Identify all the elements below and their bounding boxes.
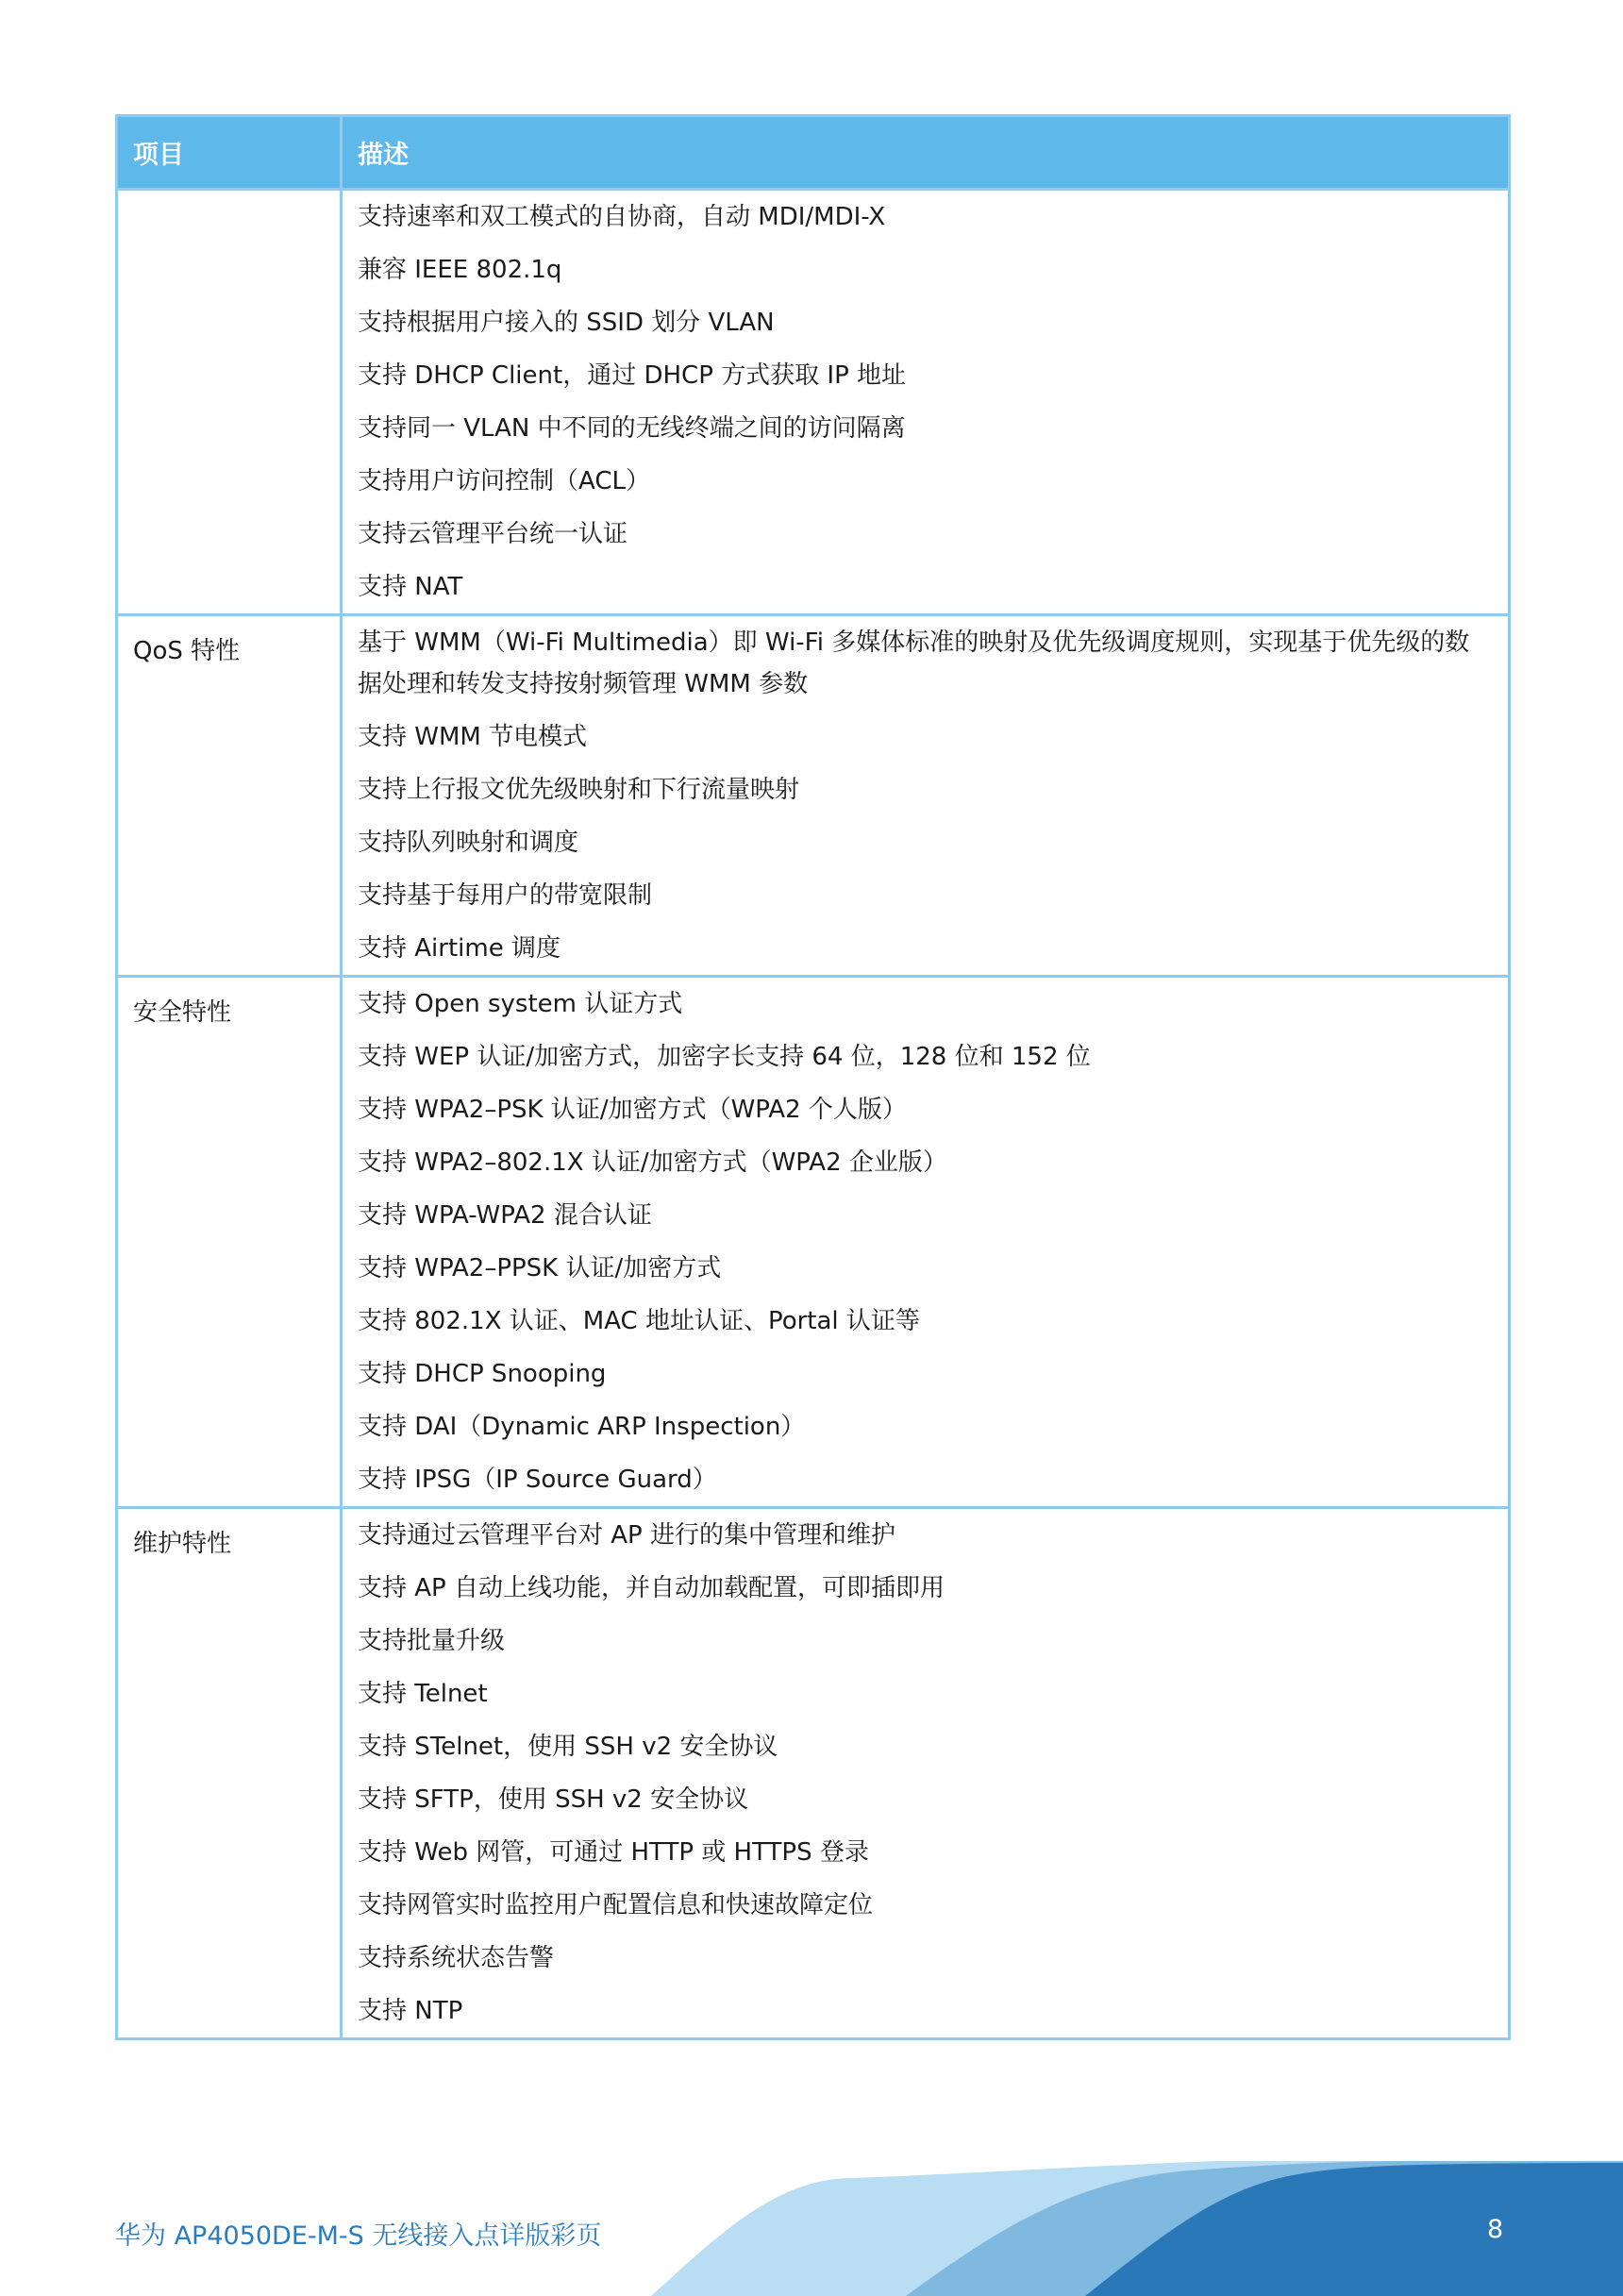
description-line: 支持通过云管理平台对 AP 进行的集中管理和维护 — [358, 1521, 895, 1550]
description-line: 支持队列映射和调度 — [358, 829, 579, 857]
row-item-label — [117, 190, 342, 615]
row-description — [342, 1508, 1510, 2039]
description-line: 支持 Open system 认证方式 — [358, 990, 683, 1018]
description-line: 支持网管实时监控用户配置信息和快速故障定位 — [358, 1891, 874, 1919]
row-item-label: 维护特性 — [117, 1508, 342, 2039]
description-line: 支持用户访问控制（ACL） — [358, 467, 650, 495]
description-line: 支持上行报文优先级映射和下行流量映射 — [358, 776, 800, 804]
description-line: 支持 IPSG（IP Source Guard） — [358, 1466, 717, 1494]
description-line: 支持 WPA2–PSK 认证/加密方式（WPA2 个人版） — [358, 1096, 907, 1124]
footer-document-title: 华为 AP4050DE-M-S 无线接入点详版彩页 — [115, 2221, 602, 2251]
description-line: 支持批量升级 — [358, 1627, 506, 1655]
header-description: 描述 — [342, 116, 1510, 190]
description-line: 支持 WEP 认证/加密方式，加密字长支持 64 位，128 位和 152 位 — [358, 1043, 1091, 1071]
description-line: 支持 AP 自动上线功能，并自动加载配置，可即插即用 — [358, 1574, 945, 1602]
description-line: 支持 WPA2–802.1X 认证/加密方式（WPA2 企业版） — [358, 1148, 947, 1177]
description-line: 支持 Web 网管，可通过 HTTP 或 HTTPS 登录 — [358, 1838, 869, 1867]
description-line: 支持 STelnet，使用 SSH v2 安全协议 — [358, 1733, 778, 1761]
header-item: 项目 — [117, 116, 342, 190]
description-line: 支持基于每用户的带宽限制 — [358, 881, 653, 910]
description-line: 支持 Airtime 调度 — [358, 934, 561, 963]
description-line: 支持 802.1X 认证、MAC 地址认证、Portal 认证等 — [358, 1307, 920, 1335]
table-row-qos — [117, 615, 1510, 977]
description-line: 支持云管理平台统一认证 — [358, 520, 628, 548]
row-item-label: 安全特性 — [117, 977, 342, 1508]
spec-table — [115, 114, 1511, 2040]
row-item-label: QoS 特性 — [117, 615, 342, 977]
description-line: 兼容 IEEE 802.1q — [358, 256, 562, 284]
page-number: 8 — [1487, 2215, 1504, 2244]
table-row-network — [117, 190, 1510, 615]
description-line: 支持 NAT — [358, 573, 463, 601]
description-line: 基于 WMM（Wi-Fi Multimedia）即 Wi-Fi 多媒体标准的映射及优先级调度规则，实现基于优先级的数据处理和转发支持按射频管理 WMM 参数 — [358, 628, 1470, 698]
description-line: 支持 NTP — [358, 1997, 463, 2025]
description-line: 支持 WPA-WPA2 混合认证 — [358, 1201, 652, 1230]
description-line: 支持 WPA2–PPSK 认证/加密方式 — [358, 1254, 722, 1282]
table-row-security — [117, 977, 1510, 1508]
description-line: 支持 SFTP，使用 SSH v2 安全协议 — [358, 1785, 749, 1814]
description-line: 支持 DHCP Client，通过 DHCP 方式获取 IP 地址 — [358, 361, 907, 390]
description-line: 支持系统状态告警 — [358, 1944, 555, 1972]
table-header-row — [117, 116, 1510, 190]
row-description — [342, 615, 1510, 977]
description-line: 支持速率和双工模式的自协商，自动 MDI/MDI-X — [358, 203, 886, 231]
description-line: 支持 DAI（Dynamic ARP Inspection） — [358, 1413, 806, 1441]
description-line: 支持 WMM 节电模式 — [358, 723, 588, 751]
description-line: 支持 DHCP Snooping — [358, 1360, 607, 1388]
row-description — [342, 977, 1510, 1508]
description-line: 支持同一 VLAN 中不同的无线终端之间的访问隔离 — [358, 414, 906, 443]
row-description — [342, 190, 1510, 615]
description-line: 支持根据用户接入的 SSID 划分 VLAN — [358, 309, 775, 337]
description-line: 支持 Telnet — [358, 1680, 488, 1708]
table-row-maintenance — [117, 1508, 1510, 2039]
